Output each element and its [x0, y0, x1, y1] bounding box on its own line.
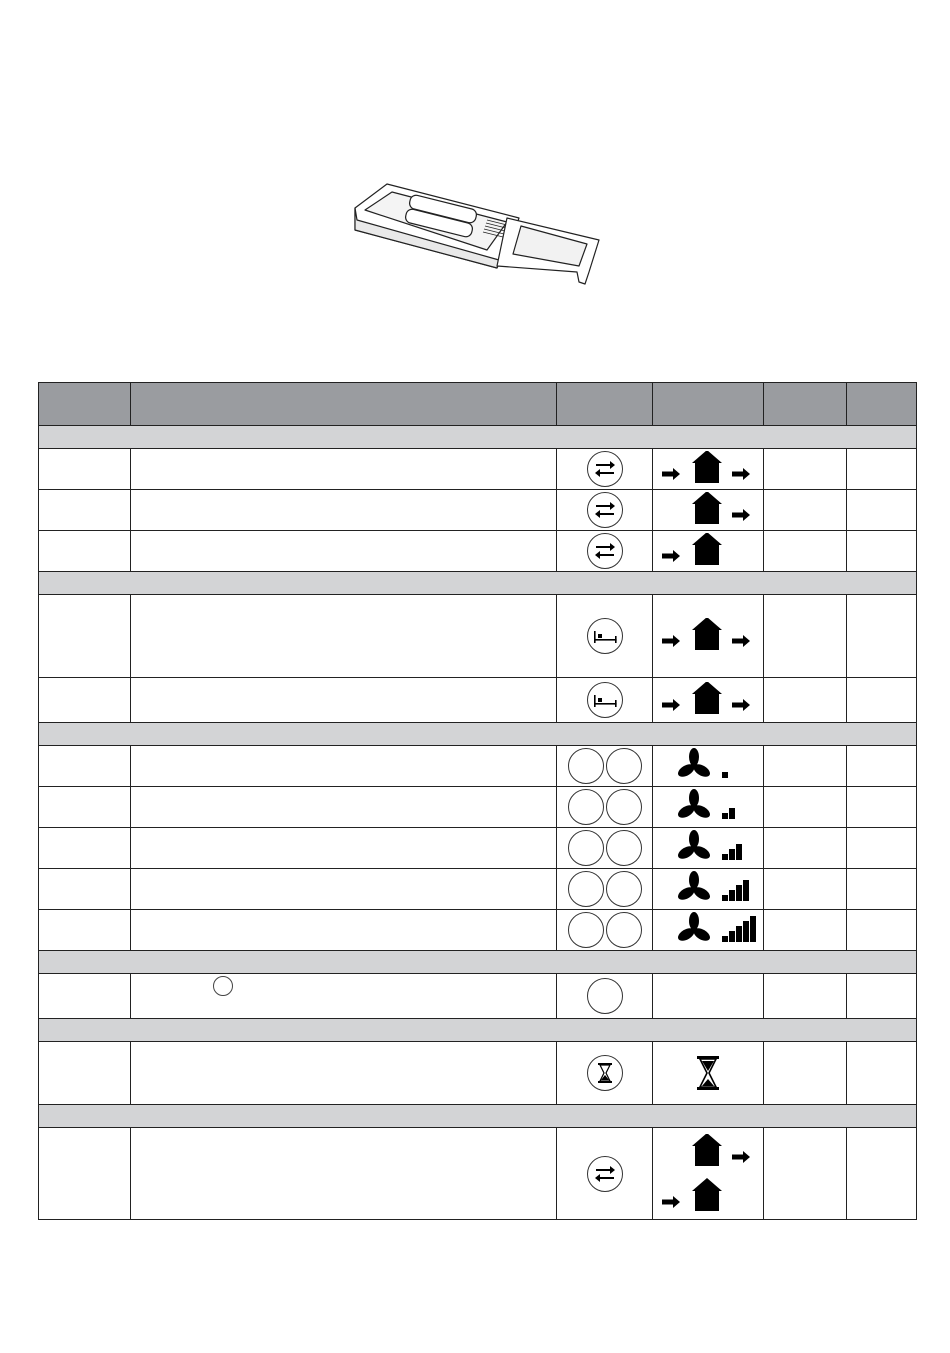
- round-button-icon: [606, 789, 642, 825]
- cell-step: [39, 974, 131, 1019]
- cell-description: [131, 869, 557, 910]
- section-label: [39, 723, 917, 746]
- cell-value-a: [764, 1042, 847, 1105]
- cell-description: [131, 746, 557, 787]
- cell-value-a: [764, 449, 847, 490]
- cell-button: [557, 1128, 653, 1220]
- round-button-icon: [568, 912, 604, 948]
- header-cell-4: [653, 383, 764, 426]
- cell-description: [131, 910, 557, 951]
- round-button-icon: [568, 748, 604, 784]
- table-row: [39, 869, 917, 910]
- cell-step: [39, 531, 131, 572]
- cell-display: [653, 746, 764, 787]
- cell-step: [39, 678, 131, 723]
- cell-step: [39, 1128, 131, 1220]
- cell-value-a: [764, 531, 847, 572]
- cell-value-b: [847, 531, 917, 572]
- cell-value-b: [847, 1128, 917, 1220]
- cell-button: [557, 869, 653, 910]
- remote-control-illustration: [347, 180, 607, 295]
- cell-value-b: [847, 974, 917, 1019]
- table-row: [39, 1042, 917, 1105]
- table-row: [39, 828, 917, 869]
- cell-step: [39, 869, 131, 910]
- cell-button: [557, 490, 653, 531]
- bed-icon: [587, 618, 623, 654]
- round-button-icon: [606, 912, 642, 948]
- cell-button: [557, 828, 653, 869]
- cell-description: [131, 1128, 557, 1220]
- section-label: [39, 1105, 917, 1128]
- cell-step: [39, 490, 131, 531]
- cell-display: [653, 449, 764, 490]
- cell-value-b: [847, 869, 917, 910]
- cell-button: [557, 787, 653, 828]
- cell-value-b: [847, 1042, 917, 1105]
- round-button-icon: [568, 830, 604, 866]
- table-row: [39, 974, 917, 1019]
- mode-arrows-icon: [587, 451, 623, 487]
- header-cell-5: [764, 383, 847, 426]
- section-header-row: [39, 572, 917, 595]
- section-label: [39, 951, 917, 974]
- cell-button: [557, 678, 653, 723]
- cell-display: [653, 678, 764, 723]
- cell-button: [557, 449, 653, 490]
- cell-description: [131, 1042, 557, 1105]
- fan-speed-2-icon: [658, 789, 758, 825]
- cell-step: [39, 449, 131, 490]
- table-row: [39, 490, 917, 531]
- round-button-icon: [606, 830, 642, 866]
- table-row: [39, 678, 917, 723]
- house-flow-out-icon: [658, 492, 758, 528]
- section-header-row: [39, 951, 917, 974]
- mode-arrows-icon: [587, 533, 623, 569]
- table-row: [39, 746, 917, 787]
- cell-display: [653, 869, 764, 910]
- cell-display: [653, 1042, 764, 1105]
- cell-display: [653, 910, 764, 951]
- table-row: [39, 449, 917, 490]
- cell-button: [557, 974, 653, 1019]
- header-cell-2: [131, 383, 557, 426]
- cell-value-b: [847, 828, 917, 869]
- cell-description: [131, 490, 557, 531]
- operating-modes-table: [38, 382, 917, 1220]
- cell-button: [557, 1042, 653, 1105]
- fan-speed-4-icon: [658, 871, 758, 907]
- round-button-icon: [606, 871, 642, 907]
- cell-value-a: [764, 910, 847, 951]
- house-flow-both-icon: [658, 618, 758, 654]
- cell-description: [131, 531, 557, 572]
- cell-value-a: [764, 678, 847, 723]
- cell-display: [653, 531, 764, 572]
- cell-description: [131, 787, 557, 828]
- cell-display: [653, 787, 764, 828]
- cell-step: [39, 746, 131, 787]
- section-label: [39, 426, 917, 449]
- cell-step: [39, 828, 131, 869]
- cell-value-a: [764, 490, 847, 531]
- section-header-row: [39, 1019, 917, 1042]
- cell-button: [557, 746, 653, 787]
- house-flow-both-icon: [658, 682, 758, 718]
- section-header-row: [39, 426, 917, 449]
- header-cell-6: [847, 383, 917, 426]
- cell-value-a: [764, 869, 847, 910]
- cell-button: [557, 531, 653, 572]
- fan-speed-3-icon: [658, 830, 758, 866]
- cell-display: [653, 595, 764, 678]
- hourglass-icon: [587, 1055, 623, 1091]
- cell-display: [653, 828, 764, 869]
- mode-arrows-icon: [587, 492, 623, 528]
- cell-value-a: [764, 1128, 847, 1220]
- table-row: [39, 531, 917, 572]
- cell-value-a: [764, 746, 847, 787]
- cell-value-a: [764, 595, 847, 678]
- cell-value-b: [847, 490, 917, 531]
- section-header-row: [39, 723, 917, 746]
- cell-description: [131, 595, 557, 678]
- bed-icon: [587, 682, 623, 718]
- cell-step: [39, 595, 131, 678]
- cell-value-b: [847, 910, 917, 951]
- header-cell-3: [557, 383, 653, 426]
- table-row: [39, 595, 917, 678]
- cell-value-b: [847, 787, 917, 828]
- cell-value-a: [764, 974, 847, 1019]
- cell-description: [131, 449, 557, 490]
- cell-value-a: [764, 828, 847, 869]
- round-button-icon: [568, 789, 604, 825]
- cell-button: [557, 910, 653, 951]
- house-flow-both-icon: [658, 451, 758, 487]
- cell-value-a: [764, 787, 847, 828]
- round-button-icon: [568, 871, 604, 907]
- cell-display: [653, 974, 764, 1019]
- cell-step: [39, 787, 131, 828]
- cell-button: [557, 595, 653, 678]
- round-button-icon: [587, 978, 623, 1014]
- table-row: [39, 787, 917, 828]
- cell-description: [131, 828, 557, 869]
- table-row: [39, 910, 917, 951]
- cell-description: [131, 678, 557, 723]
- section-label: [39, 572, 917, 595]
- inline-button-icon: [213, 976, 233, 996]
- hourglass-icon: [658, 1055, 758, 1091]
- cell-description: [131, 974, 557, 1019]
- cell-display: [653, 490, 764, 531]
- cell-step: [39, 910, 131, 951]
- cell-value-b: [847, 746, 917, 787]
- section-label: [39, 1019, 917, 1042]
- cell-step: [39, 1042, 131, 1105]
- fan-speed-5-icon: [658, 912, 758, 948]
- table-header-row: [39, 383, 917, 426]
- mode-arrows-icon: [587, 1156, 623, 1192]
- cell-value-b: [847, 595, 917, 678]
- cell-value-b: [847, 678, 917, 723]
- cell-display: [653, 1128, 764, 1220]
- fan-speed-1-icon: [658, 748, 758, 784]
- house-flow-in-icon: [658, 533, 758, 569]
- cell-value-b: [847, 449, 917, 490]
- table-row: [39, 1128, 917, 1220]
- house-flow-out-and-in-icon: [658, 1134, 758, 1214]
- round-button-icon: [606, 748, 642, 784]
- header-cell-1: [39, 383, 131, 426]
- section-header-row: [39, 1105, 917, 1128]
